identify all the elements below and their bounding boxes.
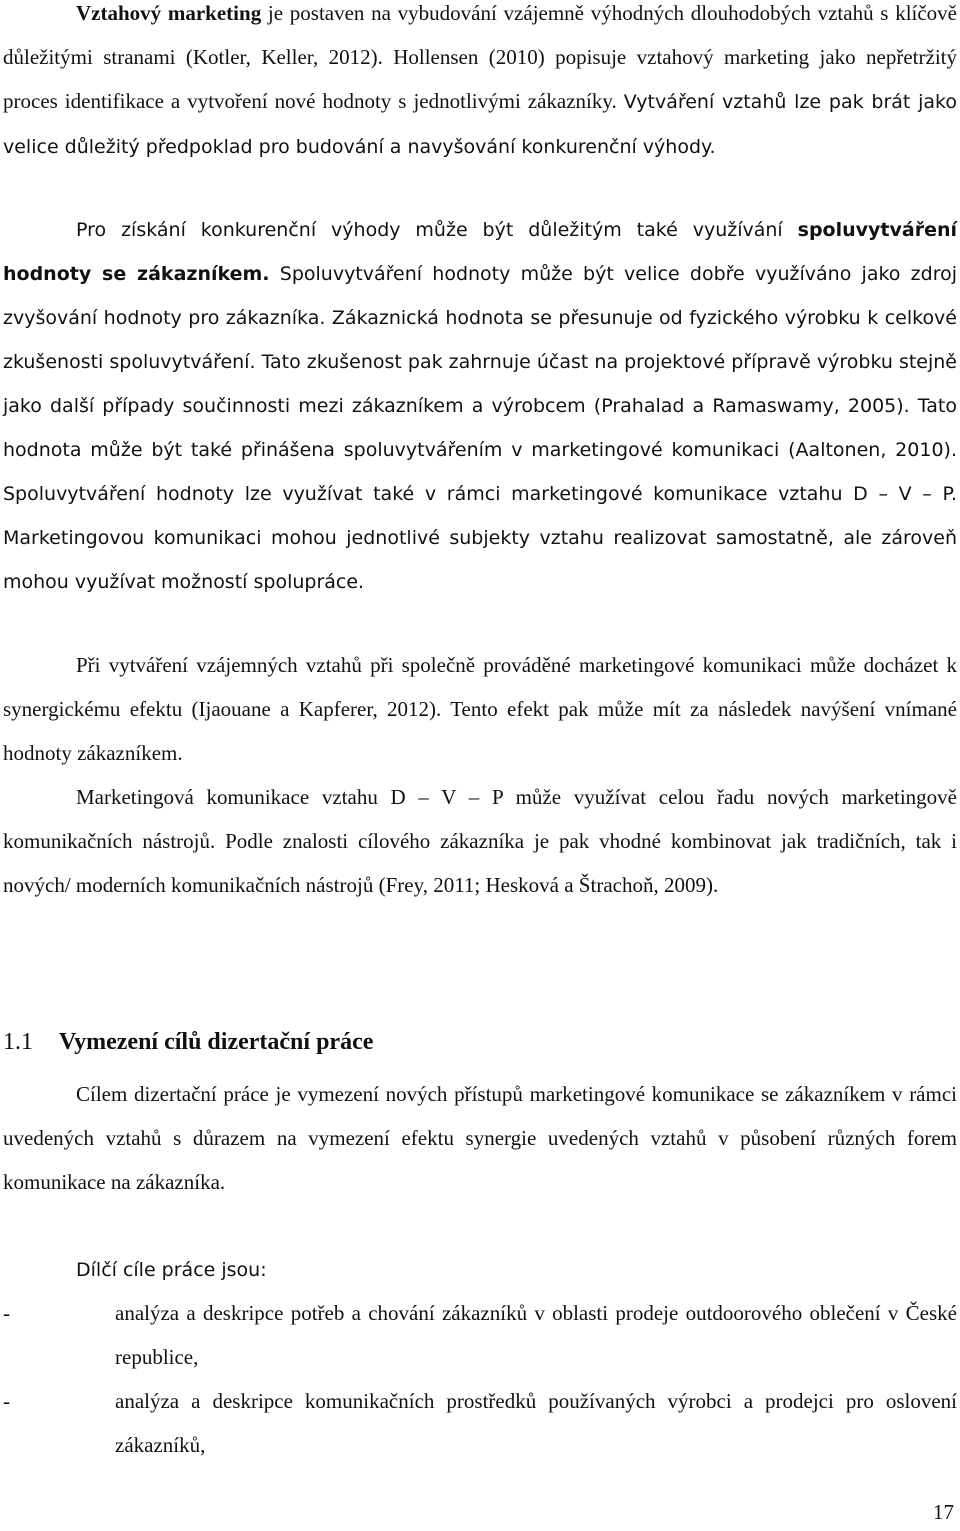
paragraph-synergy: Při vytváření vzájemných vztahů při společně prováděné marketingové komunikaci může docházet k synergickému efektu (Ijaouane a Kapferer, 2012). Tento efekt pak může mít za následek navýšení vnímané hodnoty zákazníkem. [3,653,957,765]
paragraph-co-creation [3,208,957,604]
list-item-text: analýza a deskripce komunikačních prostředků používaných výrobci a prodejci pro oslovení zákazníků, [115,1389,957,1457]
section-number: 1.1 [3,1029,33,1055]
list-item [3,1379,957,1467]
paragraph-communication-tools: Marketingová komunikace vztahu D – V – P může využívat celou řadu nových marketingově komunikačních nástrojů. Podle znalosti cílového zákazníka je pak vhodné kombinovat jak tradičních, tak i nových/ moderních komunikačních nástrojů (Frey, 2011; Hesková a Štrachoň, 2009). [3,785,957,897]
list-item [3,1291,957,1379]
paragraph-text-after: Spoluvytváření hodnoty může být velice dobře využíváno jako zdroj zvyšování hodnoty pro zákazníka. Zákaznická hodnota se přesunuje od fyzického výrobku k celkové zkušenosti spoluvytváření. Tato zkušenost pak zahrnuje účast na projektové přípravě výrobku stejně jako další případy součinnosti mezi zákazníkem a výrobcem (Prahalad a Ramaswamy, 2005). Tato hodnota může být také přinášena spoluvytvářením v marketingové komunikaci (Aaltonen, 2010). Spoluvytváření hodnoty lze využívat také v rámci marketingové komunikace vztahu D – V – P. Marketingovou komunikaci mohou jednotlivé subjekty vztahu realizovat samostatně, ale zároveň mohou využívat možností spolupráce. [3,263,957,593]
section-heading [3,1022,373,1062]
bold-term: spoluvytváření hodnoty se zákazníkem. [3,219,957,285]
page-number: 17 [933,1500,954,1524]
bold-lead: Vztahový marketing [76,1,262,25]
list-dash: - [3,1301,10,1325]
paragraph-text: Pro získání konkurenční výhody může být důležitým také využívání [76,219,798,241]
list-item-text: analýza a deskripce potřeb a chování zákazníků v oblasti prodeje outdoorového oblečení v České republice, [115,1301,957,1369]
subgoals-list [3,1291,957,1467]
subgoals-title: Dílčí cíle práce jsou: [76,1259,267,1281]
paragraph-goal: Cílem dizertační práce je vymezení nových přístupů marketingové komunikace se zákazníkem v rámci uvedených vztahů s důrazem na vymezení efektu synergie uvedených vztahů v působení různých forem komunikace na zákazníka. [3,1082,957,1194]
paragraph-relationship-marketing [3,0,957,169]
list-dash: - [3,1389,10,1413]
paragraph-text-tail: Vytváření vztahů lze pak brát jako velice důležitý předpoklad pro budování a navyšování konkurenční výhody. [3,91,957,158]
paragraph-text: je postaven na vybudování vzájemně výhodných dlouhodobých vztahů s klíčově důležitými stranami (Kotler, Keller, 2012). Hollensen (2010) popisuje vztahový marketing jako nepřetržitý proces identifikace a vytvoření nové hodnoty s jednotlivými zákazníky. [3,1,958,113]
section-title: Vymezení cílů dizertační práce [59,1029,374,1055]
